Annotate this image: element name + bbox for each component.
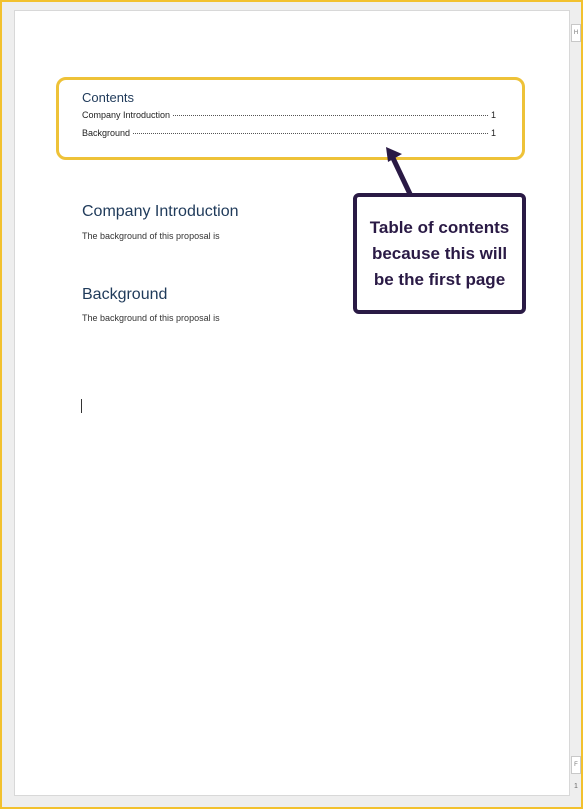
callout-text: Table of contents because this will be the first page bbox=[369, 217, 510, 289]
toc-entry-page: 1 bbox=[490, 110, 496, 120]
section-body-background: The background of this proposal is bbox=[82, 313, 220, 323]
callout-arrow-icon bbox=[380, 142, 420, 198]
header-marker[interactable]: H bbox=[571, 24, 581, 42]
toc-entry-label: Background bbox=[82, 128, 131, 138]
section-body-company-introduction: The background of this proposal is bbox=[82, 231, 220, 241]
callout-box bbox=[353, 193, 526, 314]
footer-marker[interactable]: F bbox=[571, 756, 581, 774]
section-heading-company-introduction: Company Introduction bbox=[82, 203, 239, 220]
page-number-indicator: 1 bbox=[574, 783, 578, 790]
section-heading-background: Background bbox=[82, 286, 168, 303]
toc-entry-label: Company Introduction bbox=[82, 110, 171, 120]
text-cursor bbox=[81, 399, 82, 413]
toc-title: Contents bbox=[82, 90, 135, 105]
toc-highlight-outline bbox=[56, 77, 525, 160]
toc-entry-page: 1 bbox=[490, 128, 496, 138]
